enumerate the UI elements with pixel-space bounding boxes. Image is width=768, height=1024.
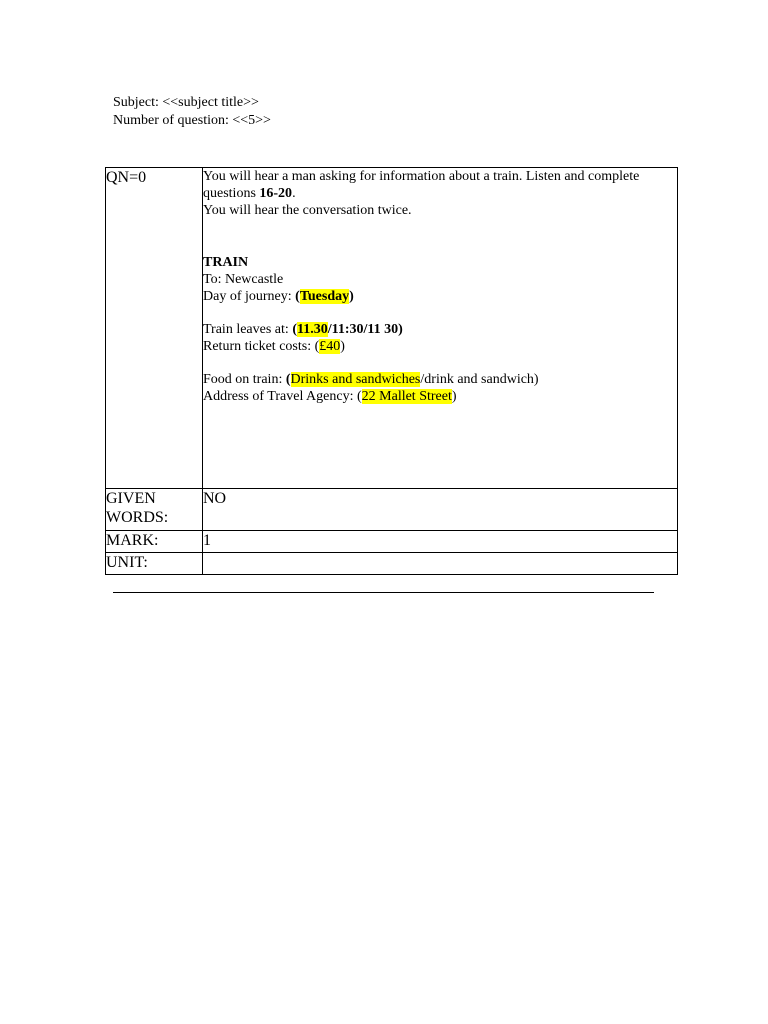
instructions-repeat: You will hear the conversation twice. <box>203 203 412 218</box>
given-words-row <box>106 489 678 531</box>
qn-label: QN=0 <box>106 168 203 489</box>
instructions-end: . <box>292 186 296 201</box>
address-line <box>203 388 677 405</box>
cost-answer: £40 <box>319 339 341 354</box>
cost-close: ) <box>340 339 345 354</box>
given-words-label: GIVEN WORDS: <box>106 489 203 531</box>
question-content <box>203 168 678 489</box>
separator-rule <box>113 592 654 593</box>
food-answer: Drinks and sandwiches <box>290 372 421 387</box>
train-heading-text: TRAIN <box>203 255 249 270</box>
unit-label: UNIT: <box>106 553 203 575</box>
mark-row <box>106 531 678 553</box>
food-line <box>203 371 677 388</box>
cost-line <box>203 338 677 355</box>
departure-line <box>203 321 677 338</box>
destination-line: To: Newcastle <box>203 272 284 287</box>
day-line <box>203 288 677 305</box>
document-header <box>113 94 271 130</box>
day-open: ( <box>295 289 300 304</box>
mark-value: 1 <box>203 531 678 553</box>
address-label: Address of Travel Agency: ( <box>203 389 362 404</box>
day-close: ) <box>349 289 354 304</box>
question-count-line: Number of question: <<5>> <box>113 113 271 128</box>
departure-label: Train leaves at: <box>203 322 293 337</box>
address-close: ) <box>451 389 457 404</box>
address-answer: 22 Mallet Street <box>361 389 452 404</box>
food-alternatives: /drink and sandwich) <box>420 372 539 387</box>
day-label: Day of journey: <box>203 289 296 304</box>
question-row <box>106 168 678 489</box>
departure-answer: 11.30 <box>296 322 328 337</box>
day-answer: Tuesday <box>299 289 350 304</box>
departure-alternatives: /11:30/11 30) <box>327 322 403 337</box>
instructions-text: You will hear a man asking for information about a train. Listen and complete questions <box>203 169 640 201</box>
question-table <box>105 167 678 575</box>
subject-line: Subject: <<subject title>> <box>113 95 259 110</box>
train-heading <box>203 254 677 271</box>
given-words-value: NO <box>203 489 678 531</box>
mark-label: MARK: <box>106 531 203 553</box>
instructions <box>203 168 677 202</box>
unit-row <box>106 553 678 575</box>
cost-label: Return ticket costs: ( <box>203 339 320 354</box>
unit-value <box>203 553 678 575</box>
departure-open: ( <box>292 322 297 337</box>
question-range: 16-20 <box>259 186 293 201</box>
food-open: ( <box>285 372 291 387</box>
food-label: Food on train: <box>203 372 286 387</box>
